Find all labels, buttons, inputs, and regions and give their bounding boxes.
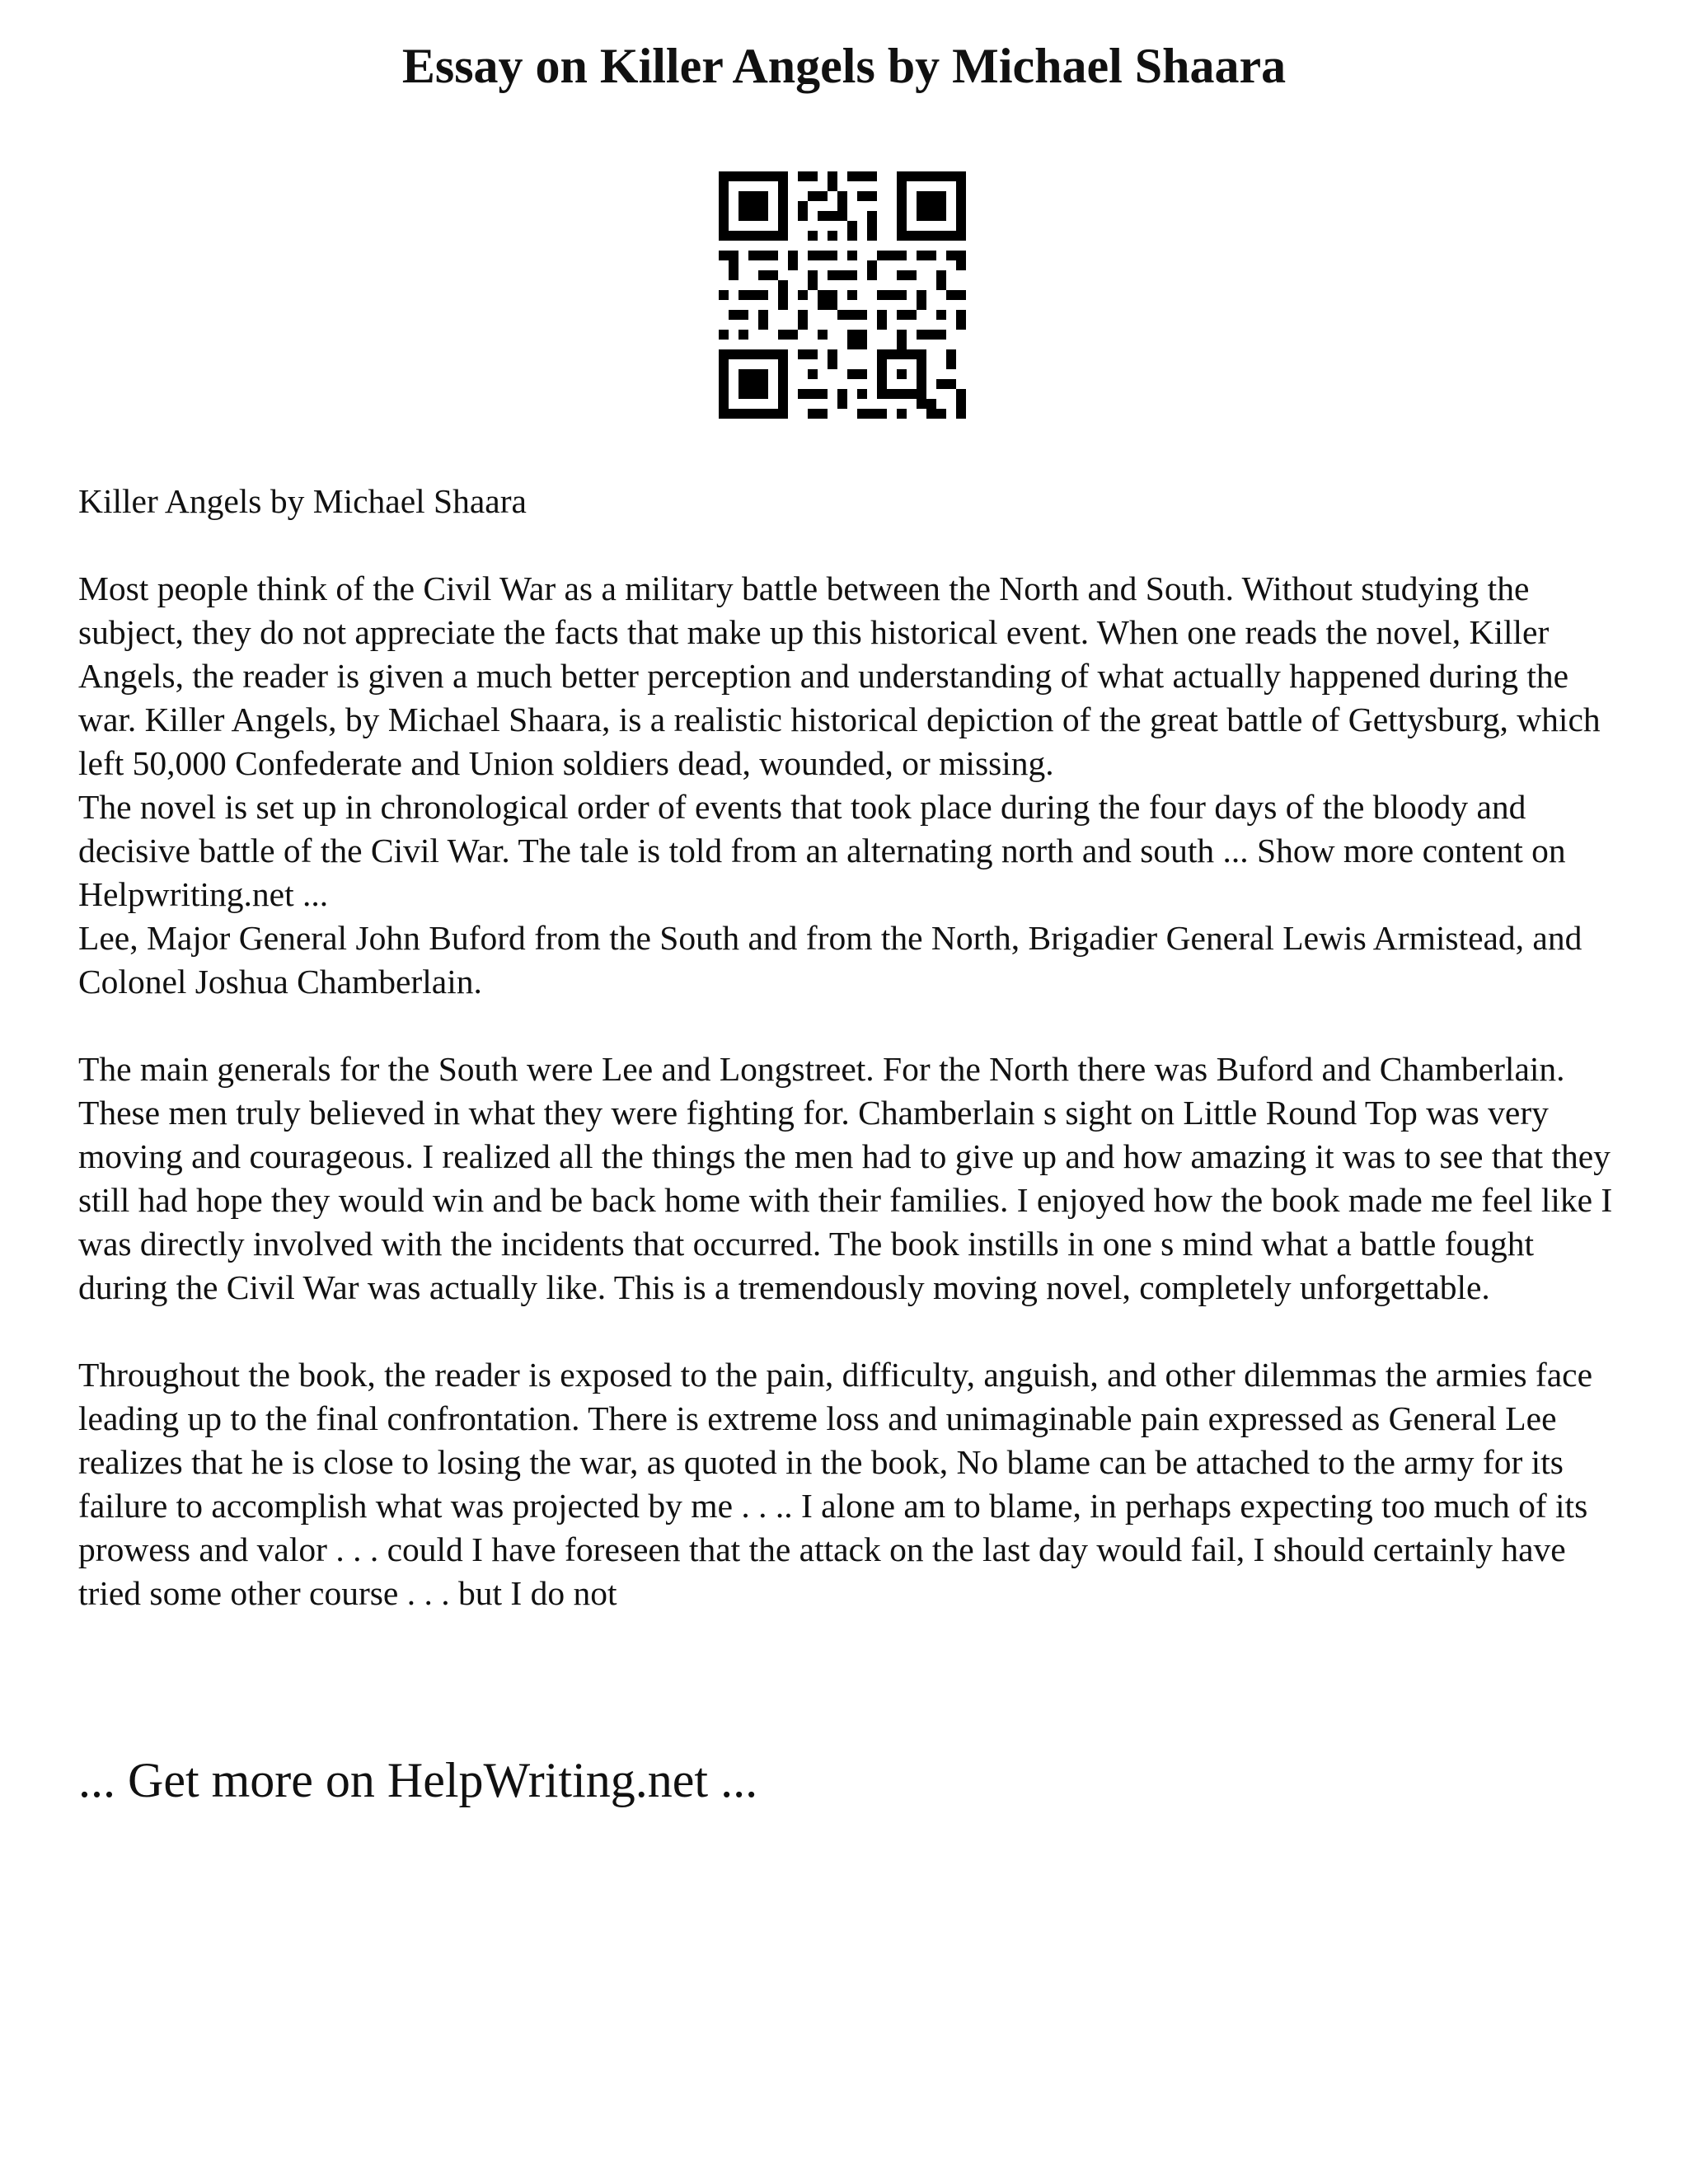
qr-code-icon[interactable]: [719, 171, 966, 419]
get-more-link[interactable]: ... Get more on HelpWriting.net ...: [78, 1753, 758, 1807]
paragraph: The main generals for the South were Lee and Longstreet. For the North there was Buford and Chamberlain. These men truly believed in what they were fighting for. Chamberlain s sight on Little Round Top was very moving and courageous. I realized all the things the men had to give up and how amazing it was to see that they still had hope they would win and be back home with their families. I enjoyed how the book made me feel like I was directly involved with the incidents that occurred. The book instills in one s mind what a battle fought during the Civil War was actually like. This is a tremendously moving novel, completely unforgettable.: [78, 1050, 1613, 1306]
essay-body: [78, 480, 1628, 1615]
paragraph-spacer: [78, 523, 1628, 567]
paragraph: The novel is set up in chronological order of events that took place during the four days of the bloody and decisive battle of the Civil War. The tale is told from an alternating north and south ... Show more content on Helpwriting.net ...: [78, 788, 1566, 913]
paragraph-spacer: [78, 1004, 1628, 1047]
paragraph: Most people think of the Civil War as a military battle between the North and South. Without studying the subject, they do not appreciate the facts that make up this historical event. When one reads the novel, Killer Angels, the reader is given a much better perception and understanding of what actually happened during the war. Killer Angels, by Michael Shaara, is a realistic historical depiction of the great battle of Gettysburg, which left 50,000 Confederate and Union soldiers dead, wounded, or missing.: [78, 569, 1601, 782]
page-title: Essay on Killer Angels by Michael Shaara: [401, 39, 1287, 93]
paragraph: Throughout the book, the reader is exposed to the pain, difficulty, anguish, and other dilemmas the armies face leading up to the final confrontation. There is extreme loss and unimaginable pain expressed as General Lee realizes that he is close to losing the war, as quoted in the book, No blame can be attached to the army for its failure to accomplish what was projected by me . . .. I alone am to blame, in perhaps expecting too much of its prowess and valor . . . could I have foreseen that the attack on the last day would fail, I should certainly have tried some other course . . . but I do not: [78, 1356, 1593, 1612]
essay-subtitle: Killer Angels by Michael Shaara: [78, 482, 527, 520]
paragraph: Lee, Major General John Buford from the South and from the North, Brigadier General Lewis Armistead, and Colonel Joshua Chamberlain.: [78, 919, 1582, 1001]
paragraph-spacer: [78, 1310, 1628, 1353]
